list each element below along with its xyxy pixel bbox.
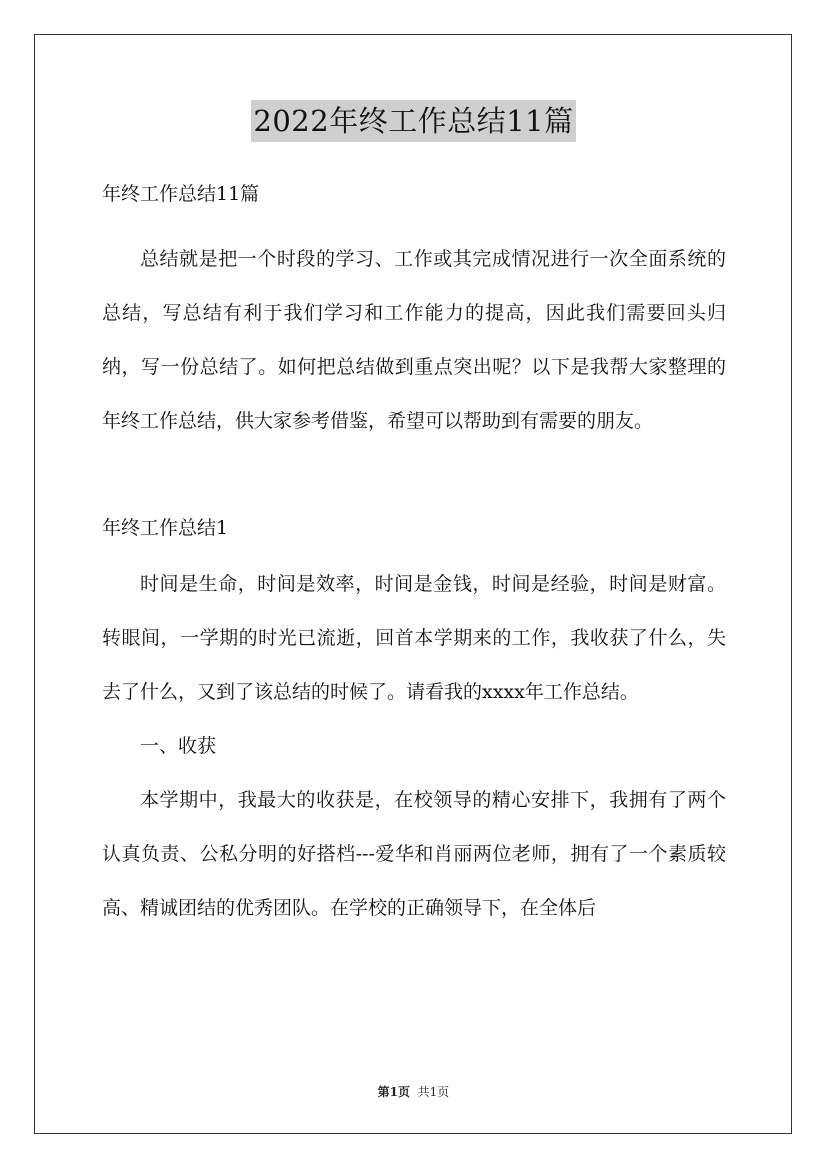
section-paragraph: 本学期中，我最大的收获是，在校领导的精心安排下，我拥有了两个认真负责、公私分明的好搭档---爱华和肖丽两位老师，拥有了一个素质较高、精诚团结的优秀团队。在学校的正确领导下，在全体后 [102,789,726,919]
document-title: 2022年终工作总结11篇 [251,100,575,142]
section-paragraph: 时间是生命，时间是效率，时间是金钱，时间是经验，时间是财富。转眼间，一学期的时光已流逝，回首本学期来的工作，我收获了什么，失去了什么，又到了该总结的时候了。请看我的xxxx年工作总结。 [102,573,726,703]
page-number: 第1页 [377,1085,411,1099]
subtitle: 年终工作总结11篇 [102,183,260,205]
item-heading: 一、收获 [140,735,217,757]
page-total: 共1页 [417,1085,450,1099]
blank-line [102,448,726,500]
intro-paragraph: 总结就是把一个时段的学习、工作或其完成情况进行一次全面系统的总结，写总结有利于我们学习和工作能力的提高，因此我们需要回头归纳，写一份总结了。如何把总结做到重点突出呢？以下是我帮大家整理的年终工作总结，供大家参考借鉴，希望可以帮助到有需要的朋友。 [102,248,726,432]
title-container [0,100,827,142]
section-heading: 年终工作总结1 [102,517,229,539]
page-footer [0,1083,827,1100]
document-body [102,176,726,935]
